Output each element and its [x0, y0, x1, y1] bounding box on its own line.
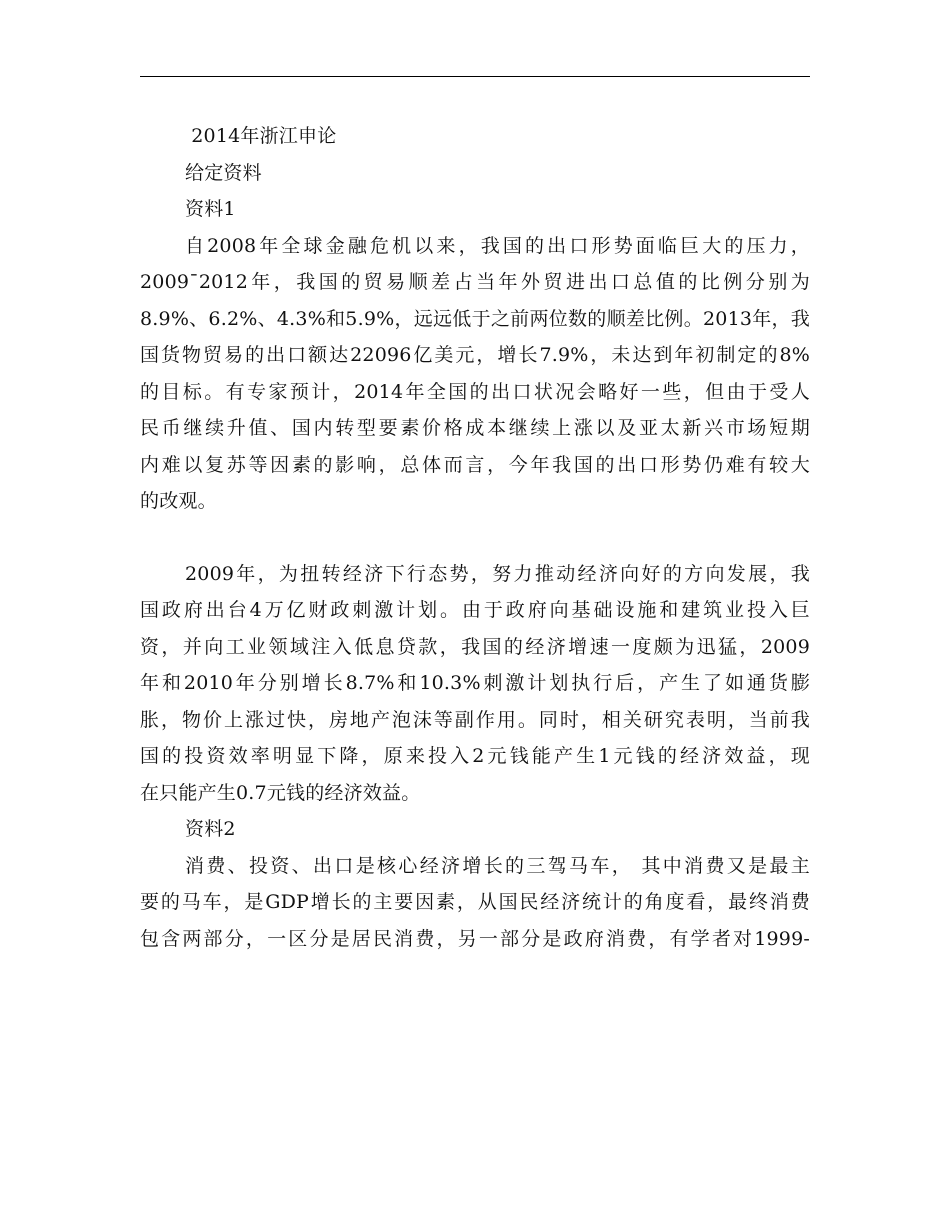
material-1-label: 资料1 — [185, 198, 236, 220]
text-line: 资，并向工业领域注入低息贷款，我国的经济增速一度颇为迅猛，2009 — [140, 635, 810, 658]
text-line: 在只能产生0.7元钱的经济效益。 — [140, 781, 421, 804]
section-heading: 给定资料 — [185, 161, 262, 184]
text-line: 民币继续升值、国内转型要素价格成本继续上涨以及亚太新兴市场短期 — [140, 417, 810, 439]
text-line: 国货物贸易的出口额达22096亿美元，增长7.9%，未达到年初制定的8% — [140, 344, 810, 366]
document-title: 2014年浙江申论 — [185, 125, 337, 147]
text-line: 国政府出台4万亿财政刺激计划。由于政府向基础设施和建筑业投入巨 — [140, 599, 810, 621]
text-line: 的目标。有专家预计，2014年全国的出口状况会略好一些，但由于受人 — [140, 380, 810, 403]
text-line: 内难以复苏等因素的影响，总体而言，今年我国的出口形势仍难有较大 — [140, 453, 810, 476]
text-line: 包含两部分，一区分是居民消费，另一部分是政府消费，有学者对1999- — [140, 927, 810, 950]
header-rule — [140, 76, 810, 77]
text-line: 的改观。 — [140, 490, 217, 512]
text-line: 胀，物价上涨过快，房地产泡沫等副作用。同时，相关研究表明，当前我 — [140, 708, 810, 731]
material-2-label: 资料2 — [185, 818, 236, 840]
text-line: 国的投资效率明显下降，原来投入2元钱能产生1元钱的经济效益，现 — [140, 745, 810, 767]
material-1-paragraph-2 — [140, 556, 810, 812]
text-line: 自2008年全球金融危机以来，我国的出口形势面临巨大的压力， — [185, 234, 810, 257]
text-line: 年和2010年分别增长8.7%和10.3%刺激计划执行后，产生了如通货膨 — [140, 672, 810, 694]
text-line: 消费、投资、出口是核心经济增长的三驾马车， 其中消费又是最主 — [185, 854, 810, 877]
text-line: 2009¯2012年，我国的贸易顺差占当年外贸进出口总值的比例分别为 — [140, 271, 810, 293]
document-body — [140, 118, 810, 957]
material-2-paragraph-1 — [140, 848, 810, 958]
paragraph-gap — [140, 520, 810, 556]
text-line: 2009年，为扭转经济下行态势，努力推动经济向好的方向发展，我 — [185, 562, 810, 585]
text-line: 8.9%、6.2%、4.3%和5.9%，远远低于之前两位数的顺差比例。2013年，我 — [140, 307, 810, 330]
text-line: 要的马车，是GDP增长的主要因素，从国民经济统计的角度看，最终消费 — [140, 891, 810, 913]
material-1-paragraph-1 — [140, 228, 810, 520]
